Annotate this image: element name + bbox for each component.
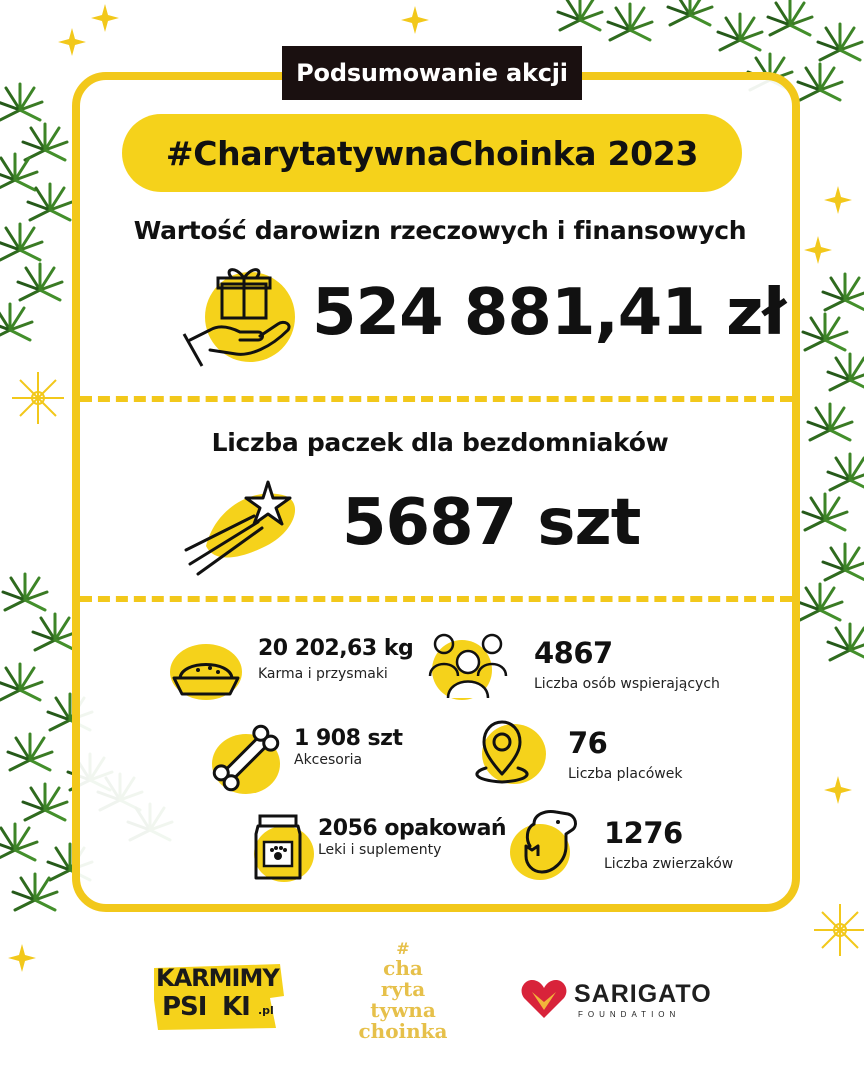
divider-1 [80, 396, 792, 402]
packages-value: 5687 szt [342, 486, 641, 560]
choinka-line2: ryta [380, 977, 426, 1001]
snowflake-right [814, 904, 864, 956]
choinka-line3: tywna [370, 998, 436, 1022]
sarigato-logo [520, 978, 720, 1022]
location-pin-icon [464, 718, 550, 790]
divider-2 [80, 596, 792, 602]
accessories-label: Akcesoria [294, 752, 363, 768]
supporters-value: 4867 [534, 636, 613, 670]
supporters-label: Liczba osób wspierających [534, 676, 720, 692]
jar-icon [240, 810, 316, 886]
summary-badge: Podsumowanie akcji [282, 46, 582, 100]
choinka-line4: choinka [358, 1019, 448, 1043]
donations-value: 524 881,41 zł [312, 276, 786, 350]
shooting-star-icon [176, 476, 306, 576]
donations-heading: Wartość darowizn rzeczowych i finansowych [133, 216, 747, 245]
heart-icon [520, 978, 568, 1020]
snowflake-left [12, 372, 64, 424]
charytatywna-choinka-logo [348, 940, 458, 1065]
bone-icon [206, 720, 286, 796]
karmimy-psiaki-logo [150, 962, 286, 1032]
animals-label: Liczba zwierzaków [604, 856, 734, 872]
food-bowl-icon [166, 638, 246, 702]
dog-cat-icon [504, 806, 584, 882]
people-group-icon [426, 626, 512, 702]
food-value: 20 202,63 kg [258, 636, 414, 661]
packages-heading: Liczba paczek dla bezdomniaków [211, 428, 669, 457]
karmimy-line1: KARMIMY [156, 964, 279, 992]
sarigato-sub: FOUNDATION [578, 1010, 681, 1019]
medicine-label: Leki i suplementy [318, 842, 442, 858]
choinka-line1: cha [383, 956, 423, 980]
campaign-title: #CharytatywnaChoinka 2023 [122, 114, 742, 192]
locations-value: 76 [568, 726, 608, 760]
animals-value: 1276 [604, 816, 683, 850]
hand-gift-icon [180, 262, 300, 372]
sarigato-name: SARIGATO [574, 980, 712, 1008]
choinka-hash: # [396, 939, 410, 958]
karmimy-line2: PSI [162, 992, 207, 1022]
accessories-value: 1 908 szt [294, 726, 403, 751]
medicine-value: 2056 opakowań [318, 816, 507, 841]
food-label: Karma i przysmaki [258, 666, 388, 682]
locations-label: Liczba placówek [568, 766, 683, 782]
karmimy-line3: KI [222, 992, 250, 1022]
karmimy-suffix: .pl [258, 1004, 274, 1017]
